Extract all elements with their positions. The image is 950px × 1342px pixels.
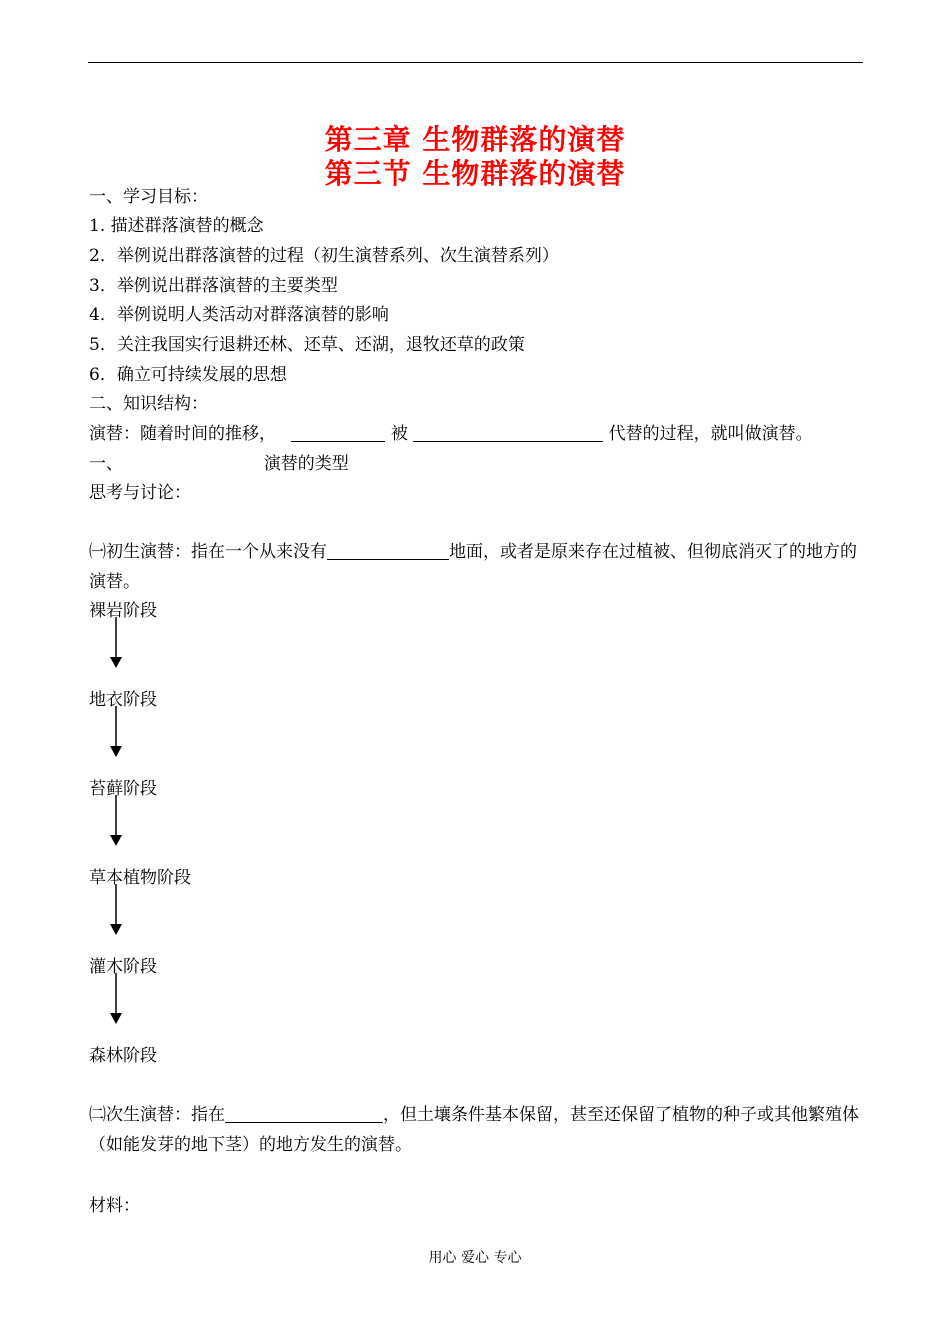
blank-line (291, 423, 385, 442)
types-heading (89, 453, 349, 475)
succession-definition (89, 423, 813, 445)
stage-label: 苔藓阶段 (89, 779, 157, 799)
objectives-heading: 一、学习目标： (89, 187, 208, 207)
objective-item: 5．关注我国实行退耕还林、还草、还湖，退牧还草的政策 (89, 335, 525, 355)
blank-line (413, 423, 603, 442)
secondary-succession-paragraph (89, 1100, 864, 1160)
discussion-heading: 思考与讨论： (89, 483, 191, 503)
blank-line (327, 541, 449, 560)
page-footer: 用心 爱心 专心 (428, 1250, 522, 1266)
stage-label: 灌木阶段 (89, 957, 157, 977)
definition-middle: 被 (390, 424, 408, 444)
down-arrow-icon (108, 884, 124, 936)
down-arrow-icon (108, 617, 124, 669)
stage-label: 地衣阶段 (89, 690, 157, 710)
material-label: 材料： (89, 1196, 140, 1216)
down-arrow-icon (108, 973, 124, 1025)
objective-item: 4．举例说明人类活动对群落演替的影响 (89, 305, 389, 325)
objective-item: 1. 描述群落演替的概念 (89, 216, 264, 236)
primary-prefix: ㈠初生演替：指在一个从来没有 (89, 542, 327, 562)
objective-item: 2．举例说出群落演替的过程（初生演替系列、次生演替系列） (89, 246, 559, 266)
primary-suffix: 地面，或者是原来存在过植被、但彻底消灭了的地方的演替。 (89, 542, 857, 592)
types-number: 一、 (89, 454, 123, 474)
down-arrow-icon (108, 795, 124, 847)
types-label: 演替的类型 (263, 454, 349, 474)
blank-line (225, 1104, 383, 1123)
definition-prefix: 演替：随着时间的推移， (89, 424, 276, 444)
primary-succession-paragraph (89, 537, 864, 597)
section-title: 第三节 生物群落的演替 (324, 157, 626, 190)
stage-label: 裸岩阶段 (89, 601, 157, 621)
secondary-prefix: ㈡次生演替：指在 (89, 1105, 225, 1125)
knowledge-heading: 二、知识结构： (89, 394, 208, 414)
header-rule (88, 62, 863, 63)
chapter-title: 第三章 生物群落的演替 (324, 123, 626, 156)
objective-item: 3．举例说出群落演替的主要类型 (89, 276, 338, 296)
down-arrow-icon (108, 706, 124, 758)
stage-label: 草本植物阶段 (89, 868, 191, 888)
definition-suffix: 代替的过程，就叫做演替。 (608, 424, 813, 444)
secondary-suffix: ，但土壤条件基本保留，甚至还保留了植物的种子或其他繁殖体（如能发芽的地下茎）的地方发生的演替。 (89, 1105, 859, 1155)
objective-item: 6．确立可持续发展的思想 (89, 365, 287, 385)
stage-label: 森林阶段 (89, 1046, 157, 1066)
